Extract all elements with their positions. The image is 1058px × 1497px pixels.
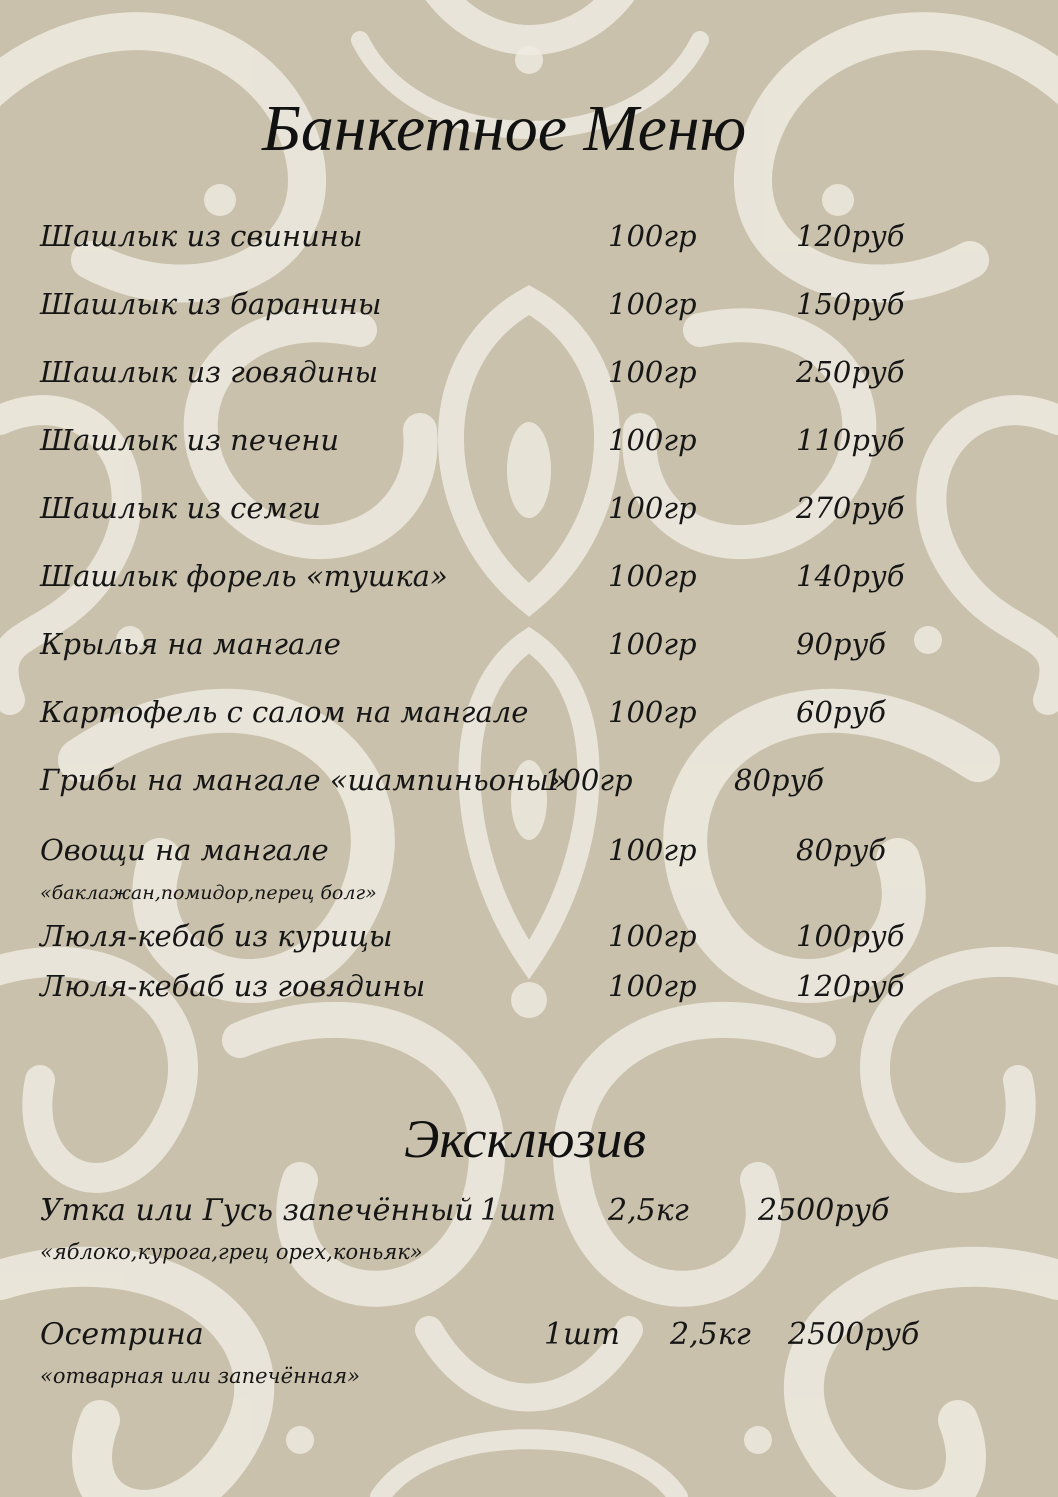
item-name: Шашлык из свинины [40,219,363,253]
menu-title: Банкетное Меню [262,92,747,165]
item-name: Люля-кебаб из говядины [40,969,426,1003]
item-weight: 100гр [608,919,697,953]
item-weight: 100гр [608,287,697,321]
item-price: 90руб [796,627,886,661]
item-price: 140руб [796,559,905,593]
item-price: 2500руб [788,1317,920,1352]
item-weight: 100гр [608,627,697,661]
item-name: Крылья на мангале [40,627,341,661]
item-name: Осетрина [40,1317,204,1352]
item-qty: 1шт [544,1317,620,1352]
item-weight: 100гр [608,491,697,525]
item-weight: 100гр [608,219,697,253]
item-weight: 100гр [544,763,633,797]
item-price: 80руб [796,833,886,867]
item-name: Шашлык из говядины [40,355,379,389]
item-note: «яблоко,курога,грец орех,коньяк» [40,1240,423,1264]
item-weight: 100гр [608,695,697,729]
item-price: 150руб [796,287,905,321]
item-weight: 2,5кг [608,1193,689,1228]
item-name: Шашлык из семги [40,491,321,525]
item-price: 110руб [796,423,905,457]
item-price: 80руб [734,763,824,797]
item-weight: 100гр [608,423,697,457]
item-note: «баклажан,помидор,перец болг» [40,882,377,904]
item-name: Утка или Гусь запечённый [40,1193,474,1228]
item-name: Овощи на мангале [40,833,329,867]
item-weight: 100гр [608,833,697,867]
item-price: 60руб [796,695,886,729]
item-weight: 2,5кг [670,1317,751,1352]
item-name: Шашлык из баранины [40,287,382,321]
item-name: Грибы на мангале «шампиньоны» [40,763,567,797]
item-name: Картофель с салом на мангале [40,695,529,729]
item-price: 2500руб [758,1193,890,1228]
item-price: 250руб [796,355,905,389]
item-price: 120руб [796,219,905,253]
item-name: Шашлык из печени [40,423,340,457]
item-price: 120руб [796,969,905,1003]
item-weight: 100гр [608,969,697,1003]
item-price: 100руб [796,919,905,953]
exclusive-title: Эксклюзив [404,1109,646,1169]
item-price: 270руб [796,491,905,525]
item-qty: 1шт [480,1193,556,1228]
item-note: «отварная или запечённая» [40,1364,360,1388]
item-weight: 100гр [608,355,697,389]
item-name: Шашлык форель «тушка» [40,559,448,593]
item-name: Люля-кебаб из курицы [40,919,393,953]
item-weight: 100гр [608,559,697,593]
